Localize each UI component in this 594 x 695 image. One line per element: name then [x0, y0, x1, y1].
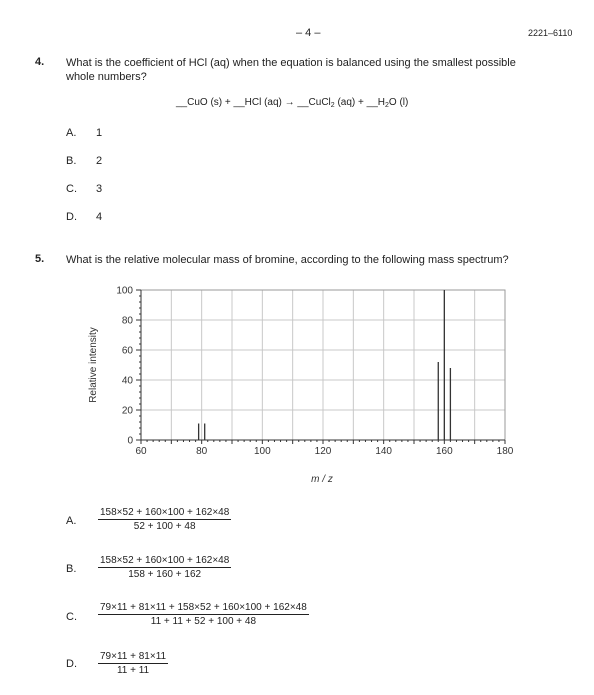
y-tick-label: 60 — [121, 345, 133, 357]
x-tick-label: 140 — [375, 446, 393, 457]
x-tick-label: 60 — [135, 446, 147, 457]
question-5-number: 5. — [35, 253, 45, 265]
x-tick-label: 100 — [253, 446, 271, 457]
equation-part-3: O (l) — [388, 97, 409, 108]
option-5d-fraction[interactable] — [98, 651, 168, 676]
option-4b-letter: B. — [66, 155, 77, 167]
option-5b-letter: B. — [66, 563, 77, 575]
page-number: – 4 – — [296, 27, 321, 39]
y-tick-label: 80 — [121, 315, 133, 327]
option-5c-numerator: 79×11 + 81×11 + 158×52 + 160×100 + 162×48 — [100, 602, 307, 613]
option-5a-numerator: 158×52 + 160×100 + 162×48 — [100, 507, 230, 518]
chart-bars — [199, 290, 451, 440]
option-4b-value[interactable]: 2 — [96, 155, 103, 167]
y-tick-label: 40 — [121, 375, 133, 387]
option-5d-numerator: 79×11 + 81×11 — [100, 651, 167, 662]
y-tick-label: 100 — [116, 285, 133, 297]
option-5b-numerator: 158×52 + 160×100 + 162×48 — [100, 555, 230, 566]
option-5a-letter: A. — [66, 515, 77, 527]
equation-part-1: __CuO (s) + __HCl (aq) → __CuCl — [176, 97, 331, 108]
x-tick-label: 80 — [196, 446, 208, 457]
option-5a-fraction[interactable] — [98, 507, 231, 532]
equation-subscript-2: 2 — [385, 102, 389, 109]
x-tick-label: 120 — [314, 446, 332, 457]
question-5-text: What is the relative molecular mass of bromine, according to the following mass spectrum? — [66, 254, 509, 266]
y-tick-label: 20 — [121, 405, 133, 417]
option-4d-value[interactable]: 4 — [96, 211, 103, 223]
y-axis-label: Relative intensity — [88, 327, 99, 403]
option-4a-value[interactable]: 1 — [96, 127, 103, 139]
option-5c-fraction[interactable] — [98, 602, 309, 627]
option-5c-denominator: 11 + 11 + 52 + 100 + 48 — [150, 616, 257, 627]
equation-subscript-1: 2 — [330, 102, 335, 109]
option-5b-fraction[interactable] — [98, 555, 231, 580]
option-4d-letter: D. — [66, 211, 77, 223]
x-tick-label: 180 — [496, 446, 514, 457]
chart-axes — [136, 290, 505, 444]
y-tick-labels — [116, 286, 133, 447]
exam-code: 2221–6110 — [528, 28, 573, 38]
x-tick-labels — [135, 446, 513, 457]
mass-spectrum-chart — [80, 280, 520, 490]
option-5d-letter: D. — [66, 658, 77, 670]
option-4c-letter: C. — [66, 183, 77, 195]
option-5a-denominator: 52 + 100 + 48 — [133, 521, 196, 532]
question-4-text-line2: whole numbers? — [66, 71, 147, 83]
option-5d-denominator: 11 + 11 — [116, 665, 150, 676]
chemical-equation — [176, 97, 408, 108]
x-axis-label: m / z — [311, 474, 333, 485]
option-4c-value[interactable]: 3 — [96, 183, 103, 195]
option-5b-denominator: 158 + 160 + 162 — [128, 569, 202, 580]
question-4-text-line1: What is the coefficient of HCl (aq) when the equation is balanced using the smallest possible — [66, 57, 516, 69]
y-tick-label: 0 — [127, 435, 133, 447]
equation-part-2: (aq) + __H — [334, 97, 385, 108]
question-4-number: 4. — [35, 56, 45, 68]
x-tick-label: 160 — [435, 446, 453, 457]
option-4a-letter: A. — [66, 127, 77, 139]
option-5c-letter: C. — [66, 611, 77, 623]
